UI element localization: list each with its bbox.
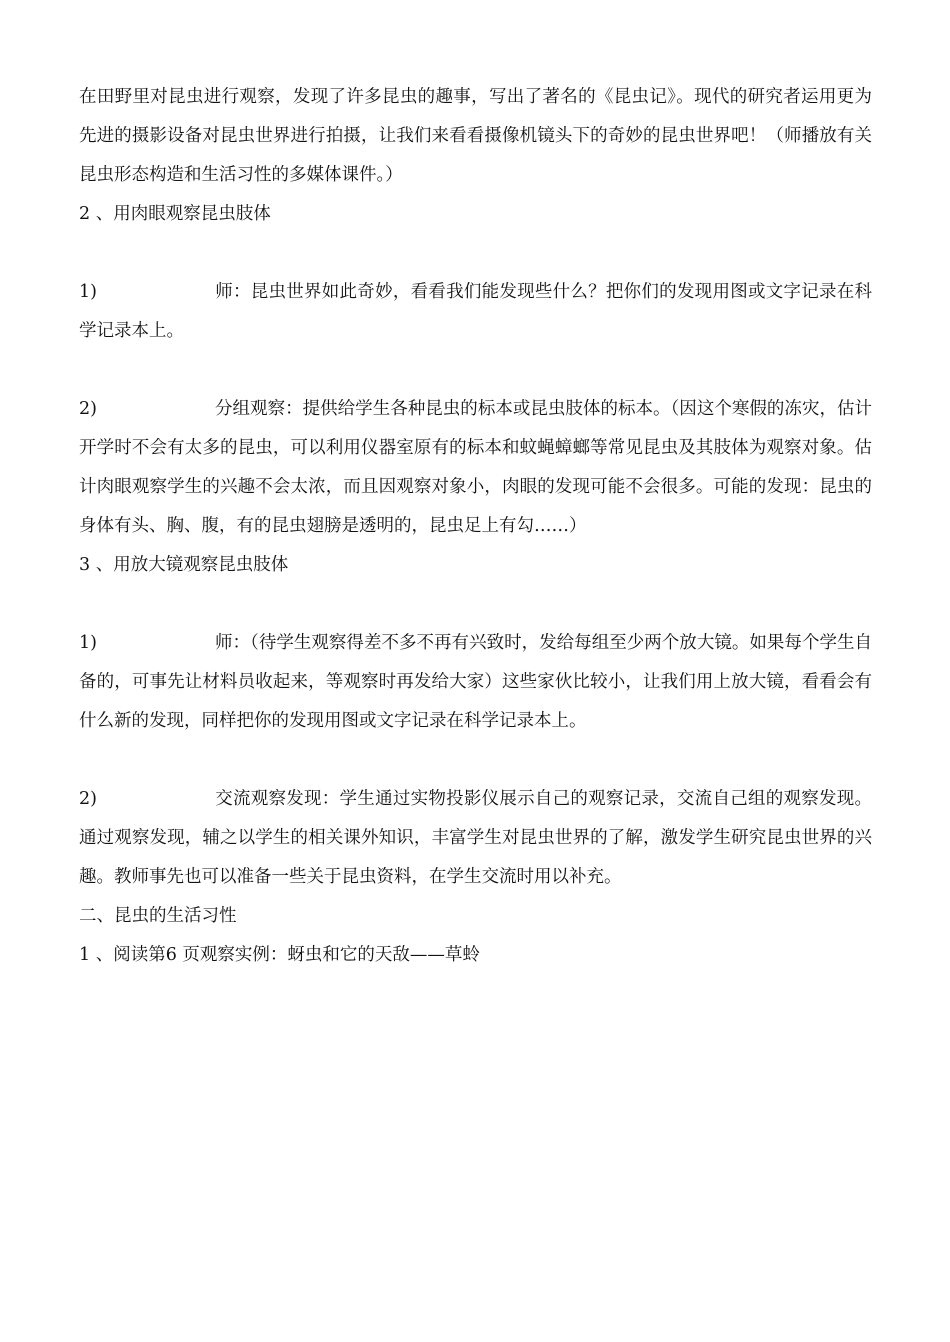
item-text: 师：（待学生观察得差不多不再有兴致时，发给每组至少两个放大镜。如果每个学生自备的，可事先让材料员收起来，等观察时再发给大家）这些家伙比较小，让我们用上放大镜，看看会有什么新的发现，同样把你的发现用图或文字记录在科学记录本上。	[79, 633, 872, 731]
item-text: 师：昆虫世界如此奇妙，看看我们能发现些什么？把你们的发现用图或文字记录在科学记录本上。	[79, 282, 872, 341]
item-text: 分组观察：提供给学生各种昆虫的标本或昆虫肢体的标本。（因这个寒假的冻灾，估计开学时不会有太多的昆虫，可以利用仪器室原有的标本和蚊蝇蟑螂等常见昆虫及其肢体为观察对象。估计肉眼观察学生的兴趣不会太浓，而且因观察对象小，肉眼的发现可能不会很多。可能的发现：昆虫的身体有头、胸、腹，有的昆虫翅膀是透明的，昆虫足上有勾……）	[79, 399, 872, 536]
part-2-item-1: 1 、阅读第6 页观察实例：蚜虫和它的天敌——草蛉	[79, 945, 480, 965]
section-3-item-2	[79, 780, 872, 897]
item-number: 1)	[79, 282, 97, 302]
item-number: 2)	[79, 399, 97, 419]
intro-paragraph: 在田野里对昆虫进行观察，发现了许多昆虫的趣事，写出了著名的《昆虫记》。现代的研究者运用更为先进的摄影设备对昆虫世界进行拍摄，让我们来看看摄像机镜头下的奇妙的昆虫世界吧！（师播放有关昆虫形态构造和生活习性的多媒体课件。）	[79, 87, 872, 185]
section-2-item-2	[79, 390, 872, 546]
section-3-heading: 3 、用放大镜观察昆虫肢体	[79, 555, 289, 575]
item-number: 2)	[79, 789, 97, 809]
section-2-heading: 2 、用肉眼观察昆虫肢体	[79, 204, 271, 224]
document-page	[79, 78, 872, 975]
item-text: 交流观察发现：学生通过实物投影仪展示自己的观察记录，交流自己组的观察发现。通过观察发现，辅之以学生的相关课外知识，丰富学生对昆虫世界的了解，激发学生研究昆虫世界的兴趣。教师事先也可以准备一些关于昆虫资料，在学生交流时用以补充。	[79, 789, 872, 887]
section-2-item-1	[79, 273, 872, 351]
section-3-item-1	[79, 624, 872, 741]
item-number: 1)	[79, 633, 97, 653]
part-2-heading: 二、昆虫的生活习性	[79, 906, 237, 926]
